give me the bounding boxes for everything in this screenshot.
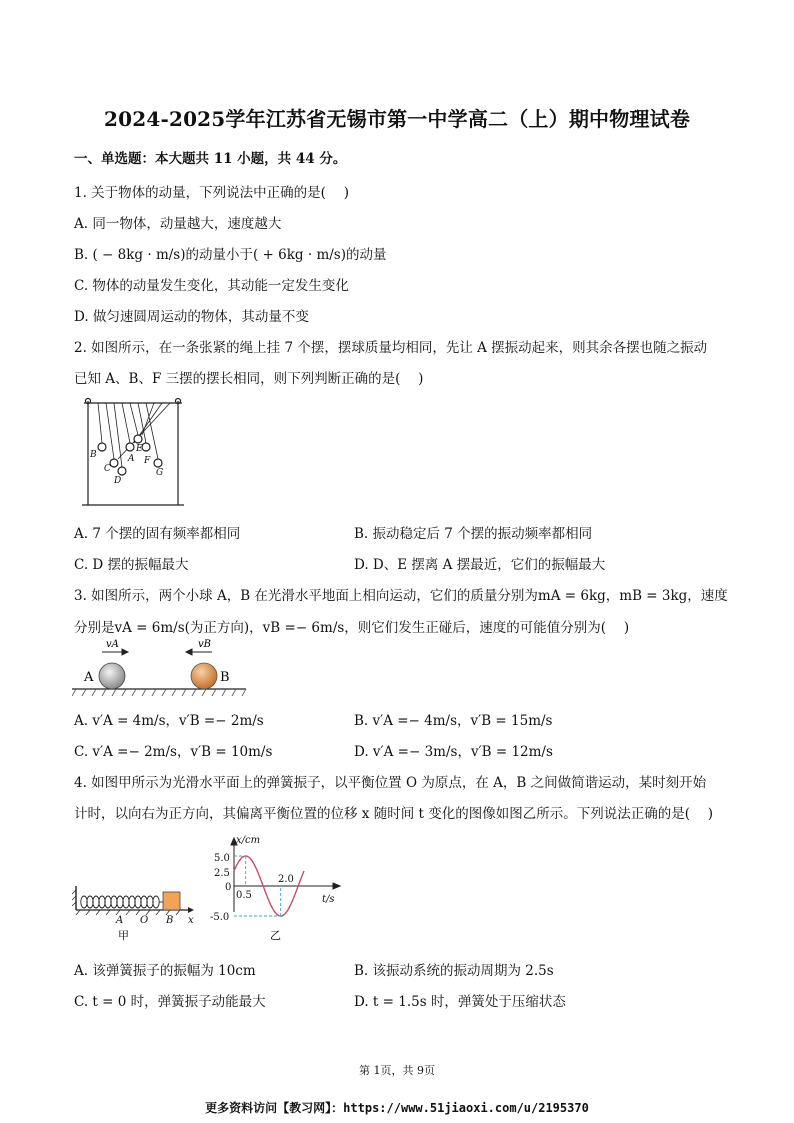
y-axis-label: x/cm [236,835,261,846]
q1-option-c: C. 物体的动量发生变化，其动能一定发生变化 [74,278,349,294]
displacement-time-graph [208,832,348,944]
pendulum-label: C [104,464,111,474]
spring-label: A [116,915,124,926]
q4-option-a: A. 该弹簧振子的振幅为 10cm [74,963,256,979]
figure-yi-caption: 乙 [270,929,281,942]
pendulum-label: A [128,454,135,464]
x-axis-label: t/s [322,894,335,905]
ball-b-label: B [220,670,230,685]
pendulum-label: G [156,468,164,478]
y-tick-label: -5.0 [210,912,230,923]
spring-label: B [166,915,174,926]
velocity-a-label: vA [106,639,119,650]
ball-a-label: A [84,670,94,685]
velocity-b-label: vB [198,639,211,650]
collision-figure [72,636,248,700]
q1-stem: 1. 关于物体的动量，下列说法中正确的是( ) [74,185,349,201]
q4-stem-line2: 计时，以向右为正方向，其偏离平衡位置的位移 x 随时间 t 变化的图像如图乙所示。下列说法正确的是( ) [74,806,714,822]
q1-option-a: A. 同一物体，动量越大，速度越大 [74,216,282,232]
q2-option-d: D. D、E 摆离 A 摆最近，它们的振幅最大 [354,557,606,573]
pendulum-label: E [136,444,143,454]
q2-option-a: A. 7 个摆的固有频率都相同 [74,526,241,542]
q3-option-a: A. v′A = 4m/s，v′B =− 2m/s [74,713,264,729]
q3-option-c: C. v′A =− 2m/s，v′B = 10m/s [74,744,273,760]
q2-stem-line1: 2. 如图所示，在一条张紧的绳上挂 7 个摆，摆球质量均相同，先让 A 摆振动起来，则其余各摆也随之振动 [74,340,708,356]
page-footer: 第 1页，共 9页 [359,1064,435,1077]
q4-option-d: D. t = 1.5s 时，弹簧处于压缩状态 [354,994,566,1010]
spring-oscillator-figure [70,880,200,942]
q4-option-c: C. t = 0 时，弹簧振子动能最大 [74,994,266,1010]
q2-stem-line2: 已知 A、B、F 三摆的摆长相同，则下列判断正确的是( ) [74,371,424,387]
pendulum-figure [78,395,188,507]
q3-stem-line2: 分别是vA = 6m/s(为正方向)，vB =− 6m/s，则它们发生正碰后，速度的可能值分别为( ) [74,620,630,636]
section-heading: 一、单选题：本大题共 11 小题，共 44 分。 [74,151,347,167]
figure-jia-caption: 甲 [118,929,129,942]
q1-option-b: B. ( − 8kg · m/s)的动量小于( + 6kg · m/s)的动量 [74,247,387,263]
q4-option-b: B. 该振动系统的振动周期为 2.5s [354,963,554,979]
q3-option-d: D. v′A =− 3m/s，v′B = 12m/s [354,744,553,760]
spring-label: O [140,915,149,926]
origin-label: 0 [225,882,232,893]
q1-option-d: D. 做匀速圆周运动的物体，其动量不变 [74,309,309,325]
q3-option-b: B. v′A =− 4m/s，v′B = 15m/s [354,713,553,729]
q4-stem-line1: 4. 如图甲所示为光滑水平面上的弹簧振子，以平衡位置 O 为原点，在 A，B 之间做简谐运动，某时刻开始 [74,775,707,791]
x-tick-label: 0.5 [236,890,252,901]
spring-label: x [188,915,194,926]
q2-option-b: B. 振动稳定后 7 个摆的振动频率都相同 [354,526,593,542]
y-tick-label: 2.5 [214,868,230,879]
pendulum-label: B [90,450,97,460]
promo-link[interactable]: 更多资料访问【教习网】：https://www.51jiaoxi.com/u/2195370 [205,1101,589,1115]
y-tick-label: 5.0 [214,853,230,864]
x-tick-label: 2.0 [278,874,294,885]
page-title: 2024-2025学年江苏省无锡市第一中学高二（上）期中物理试卷 [103,107,691,131]
q2-option-c: C. D 摆的振幅最大 [74,557,189,573]
pendulum-label: F [144,456,151,466]
pendulum-label: D [114,476,122,486]
q3-stem-line1: 3. 如图所示，两个小球 A，B 在光滑水平地面上相向运动，它们的质量分别为mA = 6kg，mB = 3kg，速度 [74,588,728,604]
